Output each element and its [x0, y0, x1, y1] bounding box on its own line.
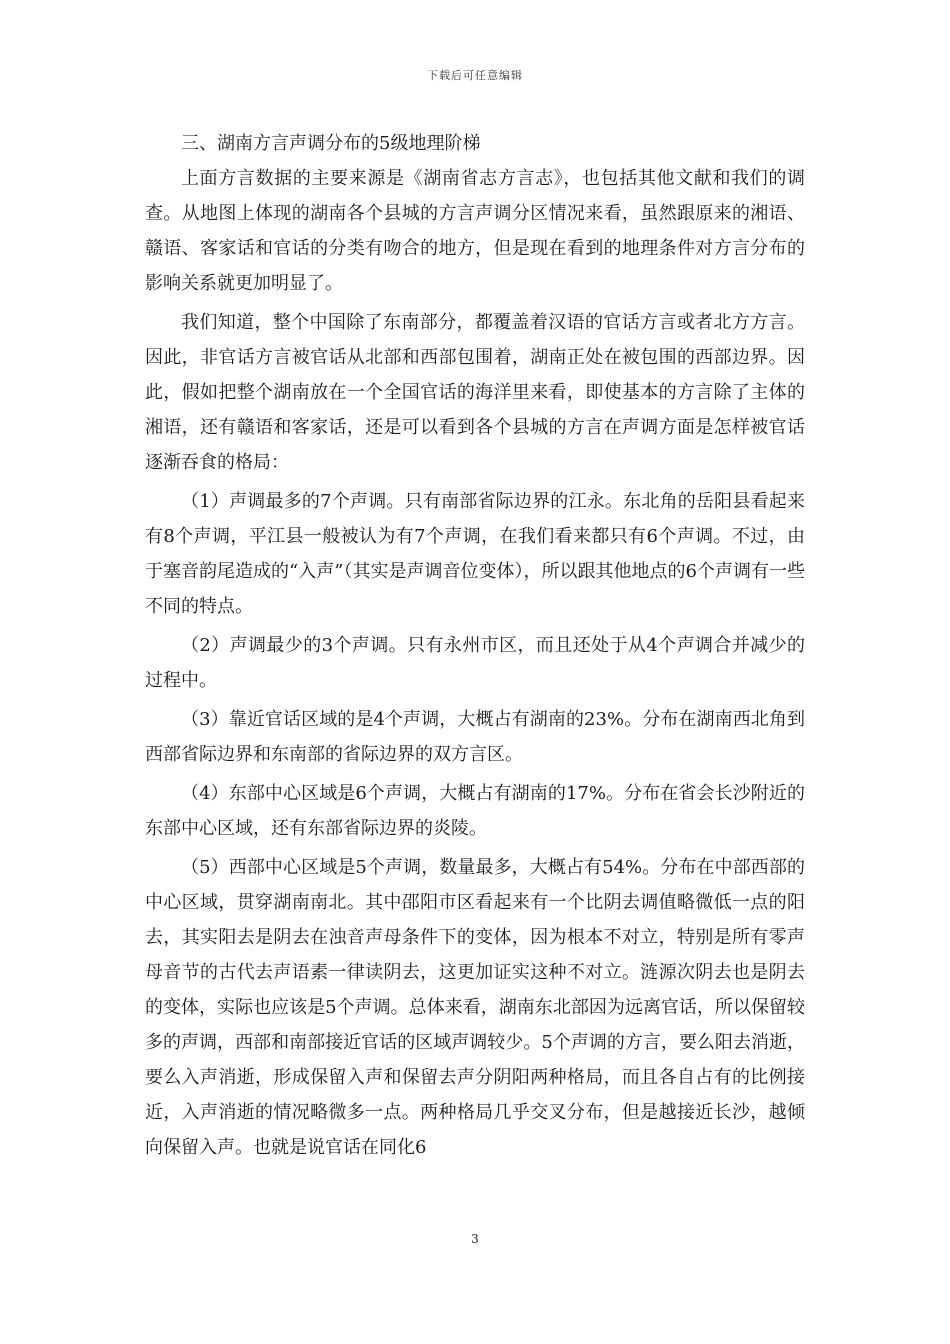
- list-item: （4）东部中心区域是6个声调，大概占有湖南的17%。分布在省会长沙附近的东部中心区域，还有东部省际边界的炎陵。: [145, 783, 805, 839]
- page-header: 下载后可任意编辑: [427, 69, 523, 82]
- list-item: （2）声调最少的3个声调。只有永州市区，而且还处于从4个声调合并减少的过程中。: [145, 635, 805, 691]
- list-item: （1）声调最多的7个声调。只有南部省际边界的江永。东北角的岳阳县看起来有8个声调，平江县一般被认为有7个声调，在我们看来都只有6个声调。不过，由于塞音韵尾造成的“入声”（其实是声调音位变体），所以跟其他地点的6个声调有一些不同的特点。: [145, 491, 805, 617]
- page-number: 3: [471, 1232, 479, 1246]
- section-heading: 三、湖南方言声调分布的5级地理阶梯: [181, 133, 481, 154]
- list-item: （5）西部中心区域是5个声调，数量最多，大概占有54%。分布在中部西部的中心区域，贯穿湖南南北。其中邵阳市区看起来有一个比阴去调值略微低一点的阳去，其实阳去是阴去在浊音声母条件下的变体，因为根本不对立，特别是所有零声母音节的古代去声语素一律读阴去，这更加证实这种不对立。涟源次阴去也是阴去的变体，实际也应该是5个声调。总体来看，湖南东北部因为远离官话，所以保留较多的声调，西部和南部接近官话的区域声调较少。5个声调的方言，要么阳去消逝，要么入声消逝，形成保留入声和保留去声分阴阳两种格局，而且各自占有的比例接近，入声消逝的情况略微多一点。两种格局几乎交叉分布，但是越接近长沙，越倾向保留入声。也就是说官话在同化6: [145, 857, 805, 1158]
- list-item: （3）靠近官话区域的是4个声调，大概占有湖南的23%。分布在湖南西北角到西部省际边界和东南部的省际边界的双方言区。: [145, 709, 805, 765]
- paragraph: 上面方言数据的主要来源是《湖南省志方言志》，也包括其他文献和我们的调查。从地图上体现的湖南各个县城的方言声调分区情况来看，虽然跟原来的湘语、赣语、客家话和官话的分类有吻合的地方，但是现在看到的地理条件对方言分布的影响关系就更加明显了。: [145, 168, 805, 294]
- paragraph: 我们知道，整个中国除了东南部分，都覆盖着汉语的官话方言或者北方方言。因此，非官话方言被官话从北部和西部包围着，湖南正处在被包围的西部边界。因此，假如把整个湖南放在一个全国官话的海洋里来看，即使基本的方言除了主体的湘语，还有赣语和客家话，还是可以看到各个县城的方言在声调方面是怎样被官话逐渐吞食的格局：: [145, 312, 805, 473]
- document-body: [145, 126, 805, 1165]
